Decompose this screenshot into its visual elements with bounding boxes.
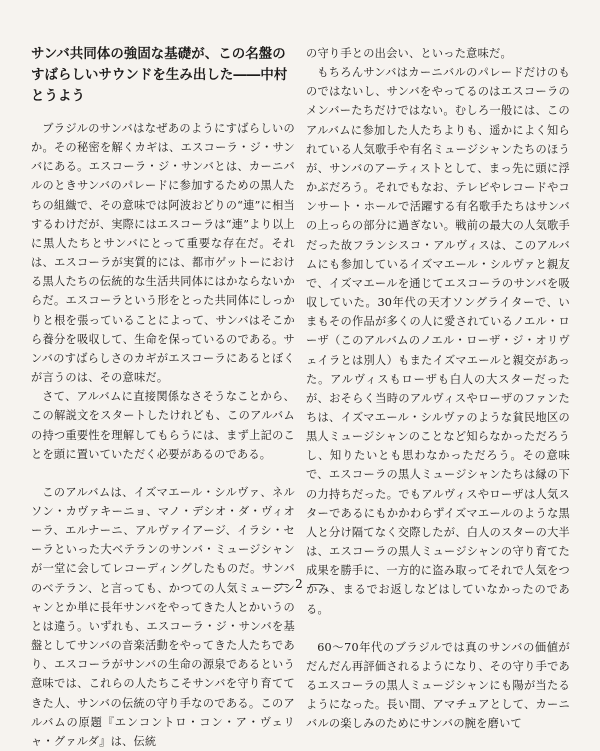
paragraph-revaluation: 60～70年代のブラジルでは真のサンバの価値がだんだん再評価されるようになり、その守り手であるエスコーラの黒人ミュージシャンにも陽が当たるようになった。長い間、アマチュアとして、カーニバルの楽しみのためにサンバの腕を磨いて <box>306 640 570 731</box>
text-columns <box>31 44 570 748</box>
right-column <box>306 44 570 731</box>
article-heading: サンバ共同体の強固な基礎が、この名盤のすばらしいサウンドを生み出した――中村とうよう <box>31 47 288 104</box>
paragraph-intro: ブラジルのサンバはなぜあのようにすばらしいのか。その秘密を解くカギは、エスコーラ・ジ・サンバにある。エスコーラ・ジ・サンバとは、カーニバルのときサンバのパレードに参加するための黒人たちの組織で、その意味では阿波おどりの“連”に相当するわけだが、実際にはエスコーラは“連”より以上に黒人たちとサンバにとって重要な存在だ。それは、エスコーラが実質的には、都市ゲットーにおける黒人たちの伝統的な生活共同体にはかならないからだ。エスコーラという形をとった共同体にしっかりと根を張っていることによって、サンバはそこから養分を吸収して、生命を保っているのである。サンバのすばらしさのカギがエスコーラにあるとぼくが言うのは、その意味だ。 <box>31 122 295 385</box>
page-number: ― 2 ― <box>275 577 325 591</box>
paragraph-purpose: さて、アルバムに直接関係なさそうなことから、この解説文をスタートしたけれども、このアルバムの持つ重要性を理解してもらうには、まず上記のことを頭に置いていただく必要があるのである。 <box>31 390 295 461</box>
paragraph-continued: の守り手との出会い、といった意味だ。 <box>306 47 512 60</box>
left-column <box>31 44 295 748</box>
paragraph-album: このアルバムは、イズマエール・シルヴァ、ネルソン・カヴァキーニョ、マノ・デシオ・ダ・ヴィオーラ、エルナーニ、アルヴァイアージ、イラシ・セーラといった大ベテランのサンバ・ミュージシャンが一堂に会してレコーディングしたものだ。サンバのベテラン、と言っても、かつての人気ミュージシャンとか単に長年サンバをやってきた人とかいうのとは違う。いずれも、エスコーラ・ジ・サンバを基盤としてサンバの音楽活動をやってきた人たちであり、エスコーラがサンバの生命の源泉であるという意味では、これらの人たちこそサンバを守り育ててきた人、サンバの伝統の守り手なのである。このアルバムの原題『エンコントロ・コン・ア・ヴェリャ・グァルダ』は、伝統 <box>31 485 295 748</box>
paragraph-samba-stars: もちろんサンバはカーニバルのパレードだけのものではないし、サンバをやってるのはエスコーラのメンバーたちだけではない。むしろ一般には、このアルバムに参加した人たちよりも、遥かによく知られている人気歌手や有名ミュージシャンたちのほうが、サンバのアーティストとして、まっ先に頭に浮かぶだろう。それでもなお、テレビやレコードやコンサート・ホールで活躍する有名歌手たちはサンバの上っらの部分に過ぎない。戦前の最大の人気歌手だった故フランシスコ・アルヴィスは、このアルバムにも参加しているイズマエール・シルヴァと親友で、イズマエールを通じてエスコーラのサンバを吸収していた。30年代の天才ソングライターで、いまもその作品が多くの人に愛されているノエル・ローザ（このアルバムのノエル・ローザ・ジ・オリヴェイラとは別人）もまたイズマエールと親交があった。アルヴィスもローザも白人の大スターだったが、おそらく当時のアルヴィスやローザのファンたちは、イズマエール・シルヴァのような貧民地区の黒人ミュージシャンのことなど知らなかっただろうし、知りたいとも思わなかっただろう。その意味で、エスコーラの黒人ミュージシャンたちは縁の下の力持ちだった。でもアルヴィスやローザは人気スターであるにもかかわらずイズマエールのような黒人と分け隔てなく交際したが、白人のスターの大半は、エスコーラの黒人ミュージシャンの守り育てた成果を勝手に、一方的に盗み取ってそれで人気をつかみ、まるでお返しなどはしていなかったのである。 <box>306 66 570 616</box>
